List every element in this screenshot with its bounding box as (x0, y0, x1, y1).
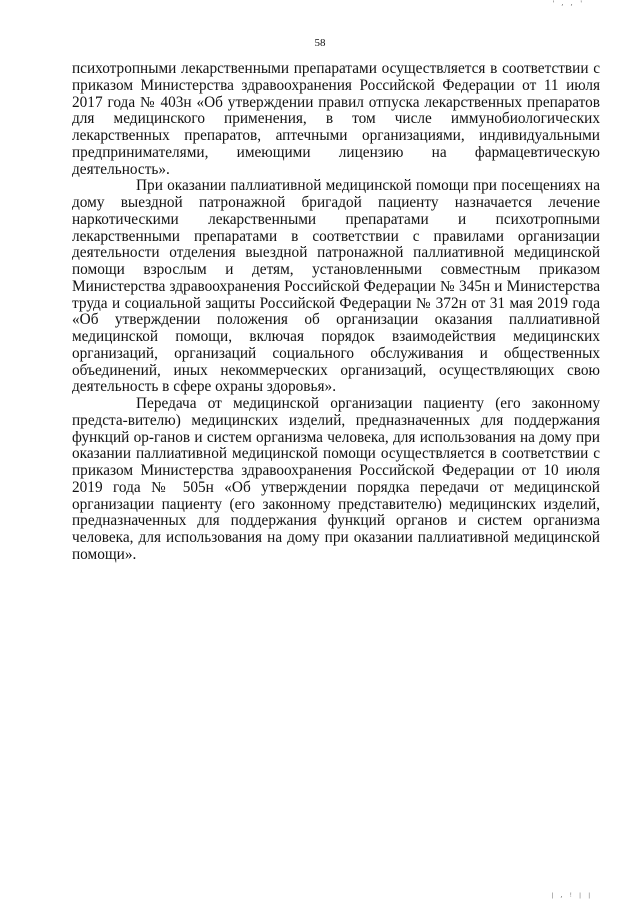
paragraph-psychotropic-dispensing: психотропными лекарственными препаратами осуществляется в соответствии с приказом Министерства здравоохранения Российской Федерации от 11 июля 2017 года № 403н «Об утверждении правил отпуска лекарственных препаратов для медицинского применения, в том числе иммунобиологических лекарственных препаратов, аптечными организациями, индивидуальными предпринимателями, имеющими лицензию на фармацевтическую деятельность». (72, 60, 600, 178)
paragraph-home-visit-treatment: При оказании паллиативной медицинской помощи при посещениях на дому выездной патронажной бригадой пациенту назначается лечение наркотическими лекарственными препаратами и психотропными лекарственными препаратами в соответствии с правилами организации деятельности отделения выездной патронажной паллиативной медицинской помощи взрослым и детям, установленными совместным приказом Министерства здравоохранения Российской Федерации № 345н и Министерства труда и социальной защиты Российской Федерации № 372н от 31 мая 2019 года «Об утверждении положения об организации оказания паллиативной медицинской помощи, включая порядок взаимодействия медицинских организаций, организаций социального обслуживания и общественных объединений, иных некоммерческих организаций, осуществляющих свою деятельность в сфере охраны здоровья». (72, 177, 600, 396)
scan-corner-mark-top: ' , , ' (551, 0, 584, 7)
page-number: 58 (314, 37, 326, 49)
scan-corner-mark-bottom: | ‚ ! | | (550, 892, 592, 899)
paragraph-medical-devices-transfer: Передача от медицинской организации пациенту (его законному предста-вителю) медицинских изделий, предназначенных для поддержания функций ор-ганов и систем организма человека, для использования на дому при оказании паллиативной медицинской помощи осуществляется в соответствии с приказом Министерства здравоохранения Российской Федерации от 10 июля 2019 года № 505н «Об утверждении порядка передачи от медицинской организации пациенту (его законному представителю) медицинских изделий, предназначенных для поддержания функций органов и систем организма человека, для использования на дому при оказании паллиативной медицинской помощи». (72, 395, 600, 563)
document-body (72, 61, 600, 564)
